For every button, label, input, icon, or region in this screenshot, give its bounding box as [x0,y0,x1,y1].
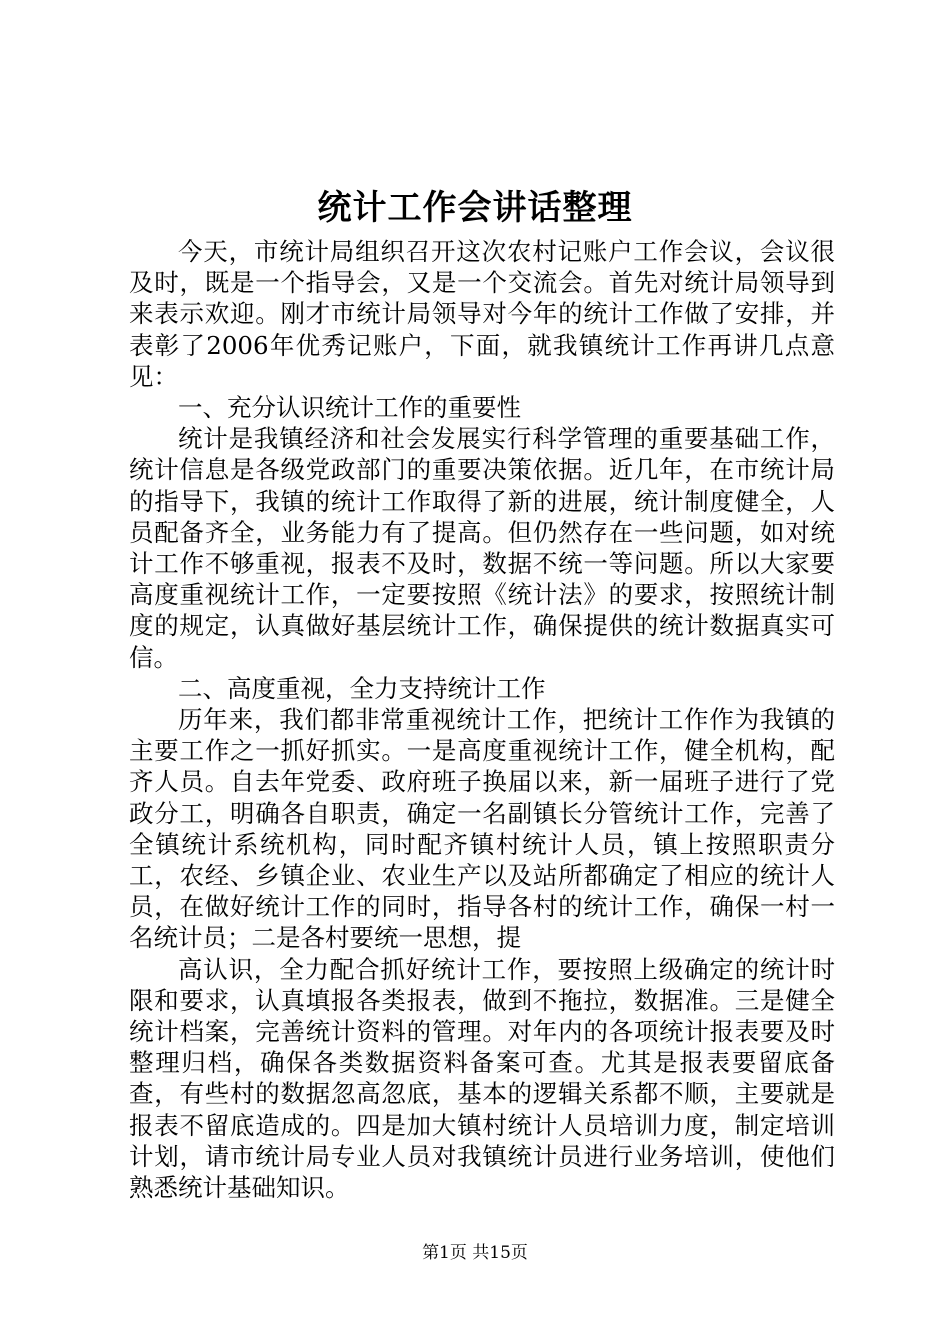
section-2-continuation-paragraph: 高认识，全力配合抓好统计工作，要按照上级确定的统计时限和要求，认真填报各类报表，做到不拖拉，数据准。三是健全统计档案，完善统计资料的管理。对年内的各项统计报表要及时整理归档，确保各类数据资料备案可查。尤其是报表要留底备查，有些村的数据忽高忽底，基本的逻辑关系都不顺，主要就是报表不留底造成的。四是加大镇村统计人员培训力度，制定培训计划，请市统计局专业人员对我镇统计员进行业务培训，使他们熟悉统计基础知识。 [129,954,835,1203]
section-1-paragraph: 统计是我镇经济和社会发展实行科学管理的重要基础工作，统计信息是各级党政部门的重要决策依据。近几年，在市统计局的指导下，我镇的统计工作取得了新的进展，统计制度健全，人员配备齐全，业务能力有了提高。但仍然存在一些问题，如对统计工作不够重视，报表不及时，数据不统一等问题。所以大家要高度重视统计工作，一定要按照《统计法》的要求，按照统计制度的规定，认真做好基层统计工作，确保提供的统计数据真实可信。 [129,424,835,672]
section-heading-1: 一、充分认识统计工作的重要性 [178,393,521,423]
page-footer: 第1页 共15页 [422,1243,528,1263]
section-2-paragraph: 历年来，我们都非常重视统计工作，把统计工作作为我镇的主要工作之一抓好抓实。一是高度重视统计工作，健全机构，配齐人员。自去年党委、政府班子换届以来，新一届班子进行了党政分工，明确各自职责，确定一名副镇长分管统计工作，完善了全镇统计系统机构，同时配齐镇村统计人员，镇上按照职责分工，农经、乡镇企业、农业生产以及站所都确定了相应的统计人员，在做好统计工作的同时，指导各村的统计工作，确保一村一名统计员；二是各村要统一思想，提 [129,705,835,953]
intro-paragraph: 今天，市统计局组织召开这次农村记账户工作会议，会议很及时，既是一个指导会，又是一个交流会。首先对统计局领导到来表示欢迎。刚才市统计局领导对今年的统计工作做了安排，并表彰了2006年优秀记账户，下面，就我镇统计工作再讲几点意见： [129,237,835,391]
document-title: 统计工作会讲话整理 [317,188,633,228]
section-heading-2: 二、高度重视，全力支持统计工作 [178,673,546,703]
document-body [129,236,835,1203]
